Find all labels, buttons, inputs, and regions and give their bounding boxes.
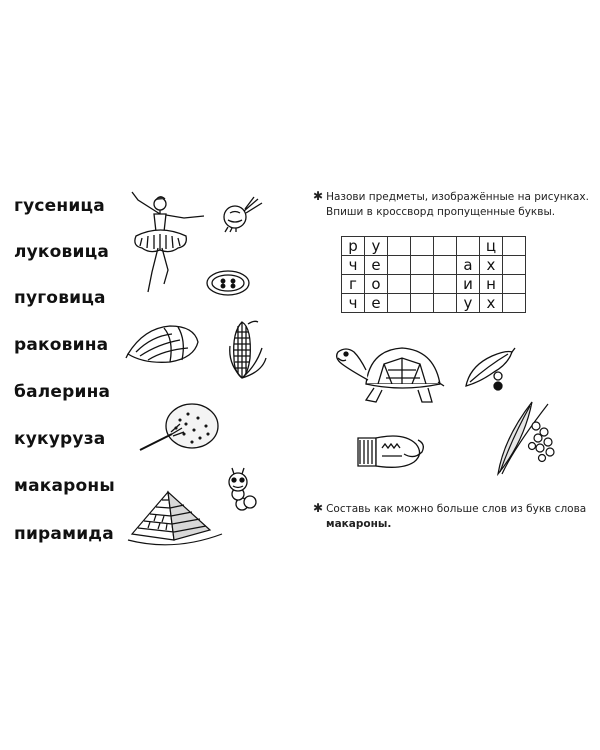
crossword-cell: н [480, 275, 503, 294]
crossword-cell [503, 256, 526, 275]
crossword-cell: у [457, 294, 480, 313]
crossword-cell [434, 294, 457, 313]
crossword-cell [411, 237, 434, 256]
button-icon [204, 268, 252, 298]
crossword-cell: е [365, 256, 388, 275]
ballerina-icon [118, 188, 213, 298]
crossword-cell: е [365, 294, 388, 313]
crossword-row [342, 294, 526, 313]
crossword-cell [411, 275, 434, 294]
crossword-cell [411, 256, 434, 275]
crossword-cell: х [480, 294, 503, 313]
task2-line1: Составь как можно больше слов из букв слова [326, 503, 587, 515]
bullet-star-icon: ✱ [313, 501, 324, 515]
crossword-row [342, 237, 526, 256]
mitten-icon [354, 430, 426, 472]
turtle-icon [326, 340, 446, 414]
word-item: раковина [14, 335, 109, 355]
crossword-cell: ч [342, 294, 365, 313]
crossword-cell [411, 294, 434, 313]
crossword-cell [503, 237, 526, 256]
crossword-cell [388, 237, 411, 256]
crossword-cell [388, 275, 411, 294]
crossword-cell [434, 237, 457, 256]
task2-instructions [313, 501, 586, 532]
crossword-cell [503, 294, 526, 313]
word-item: гусеница [14, 196, 105, 216]
crossword-cell: ц [480, 237, 503, 256]
crossword-row [342, 275, 526, 294]
crossword-cell: а [457, 256, 480, 275]
crossword-cell: г [342, 275, 365, 294]
word-item: макароны [14, 476, 115, 496]
task1-line2: Впиши в кроссворд пропущенные буквы. [326, 206, 556, 218]
crossword-cell [434, 275, 457, 294]
crossword-cell: и [457, 275, 480, 294]
crossword-cell: ч [342, 256, 365, 275]
word-item: пуговица [14, 288, 106, 308]
crossword-grid [341, 236, 526, 313]
pancake-fork-icon [136, 402, 232, 456]
task2-keyword: макароны. [326, 518, 392, 530]
shell-icon [124, 318, 204, 368]
word-item: кукуруза [14, 429, 106, 449]
word-item: пирамида [14, 524, 114, 544]
pyramid-icon [128, 488, 224, 550]
pea-pod-icon [462, 346, 516, 392]
crossword-cell [457, 237, 480, 256]
crossword-cell [388, 294, 411, 313]
crossword-cell [503, 275, 526, 294]
crossword-cell: р [342, 237, 365, 256]
bullet-star-icon: ✱ [313, 189, 324, 203]
crossword-cell [434, 256, 457, 275]
task1-instructions [313, 189, 589, 220]
crossword-row [342, 256, 526, 275]
crossword-cell: у [365, 237, 388, 256]
crossword-cell: х [480, 256, 503, 275]
corn-icon [222, 318, 270, 382]
crossword-cell: о [365, 275, 388, 294]
onion-icon [218, 195, 264, 233]
word-item: луковица [14, 242, 110, 262]
word-item: балерина [14, 382, 111, 402]
crossword-cell [388, 256, 411, 275]
caterpillar-icon [224, 462, 270, 516]
task1-line1: Назови предметы, изображённые на рисунках. [326, 191, 589, 203]
lily-of-valley-icon [494, 398, 562, 478]
